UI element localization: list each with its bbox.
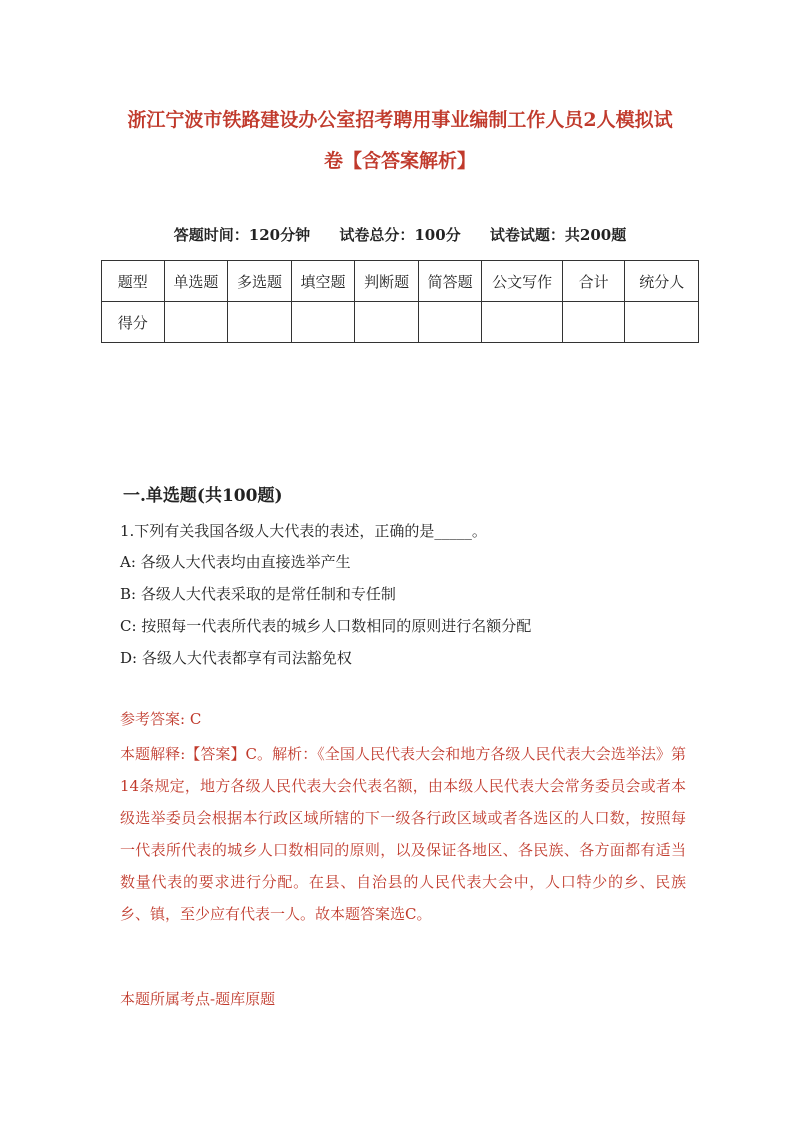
question-topic: 本题所属考点-题库原题 <box>120 990 276 1008</box>
score-header-cell: 题型 <box>102 261 165 302</box>
score-cell <box>355 302 419 343</box>
score-cell <box>418 302 482 343</box>
question-option-d: D: 各级人大代表都享有司法豁免权 <box>120 649 352 667</box>
score-table <box>101 260 699 343</box>
score-cell <box>291 302 355 343</box>
score-cell <box>228 302 292 343</box>
exam-question-count: 试卷试题：共200题 <box>489 226 627 244</box>
score-header-cell: 统分人 <box>625 261 699 302</box>
score-cell <box>482 302 562 343</box>
score-row-label: 得分 <box>102 302 165 343</box>
exam-time: 答题时间：120分钟 <box>173 226 311 244</box>
score-header-cell: 简答题 <box>418 261 482 302</box>
reference-answer: 参考答案: C <box>120 710 202 728</box>
score-table-score-row <box>102 302 699 343</box>
score-cell <box>164 302 228 343</box>
score-header-cell: 多选题 <box>228 261 292 302</box>
score-header-cell: 填空题 <box>291 261 355 302</box>
score-cell <box>625 302 699 343</box>
exam-total-score: 试卷总分：100分 <box>339 226 461 244</box>
question-option-c: C: 按照每一代表所代表的城乡人口数相同的原则进行名额分配 <box>120 617 532 635</box>
score-cell <box>562 302 625 343</box>
question-stem: 1.下列有关我国各级人大代表的表述，正确的是_____。 <box>120 522 487 540</box>
score-header-cell: 判断题 <box>355 261 419 302</box>
question-option-a: A: 各级人大代表均由直接选举产生 <box>120 553 351 571</box>
question-option-b: B: 各级人大代表采取的是常任制和专任制 <box>120 585 396 603</box>
score-header-cell: 合计 <box>562 261 625 302</box>
answer-explanation: 本题解释:【答案】C。解析：《全国人民代表大会和地方各级人民代表大会选举法》第14条规定，地方各级人民代表大会代表名额，由本级人民代表大会常务委员会或者本级选举委员会根据本行政区域所辖的下一级各行政区域或者各选区的人口数，按照每一代表所代表的城乡人口数相同的原则，以及保证各地区、各民族、各方面都有适当数量代表的要求进行分配。在县、自治县的人民代表大会中，人口特少的乡、民族乡、镇，至少应有代表一人。故本题答案选C。 <box>120 745 686 923</box>
section-title: 一.单选题(共100题) <box>123 486 283 506</box>
score-table-header-row <box>102 261 699 302</box>
document-title-line1: 浙江宁波市铁路建设办公室招考聘用事业编制工作人员2人模拟试 <box>127 109 673 131</box>
document-title-line2: 卷【含答案解析】 <box>323 150 476 172</box>
exam-meta <box>0 224 800 245</box>
score-header-cell: 公文写作 <box>482 261 562 302</box>
score-header-cell: 单选题 <box>164 261 228 302</box>
